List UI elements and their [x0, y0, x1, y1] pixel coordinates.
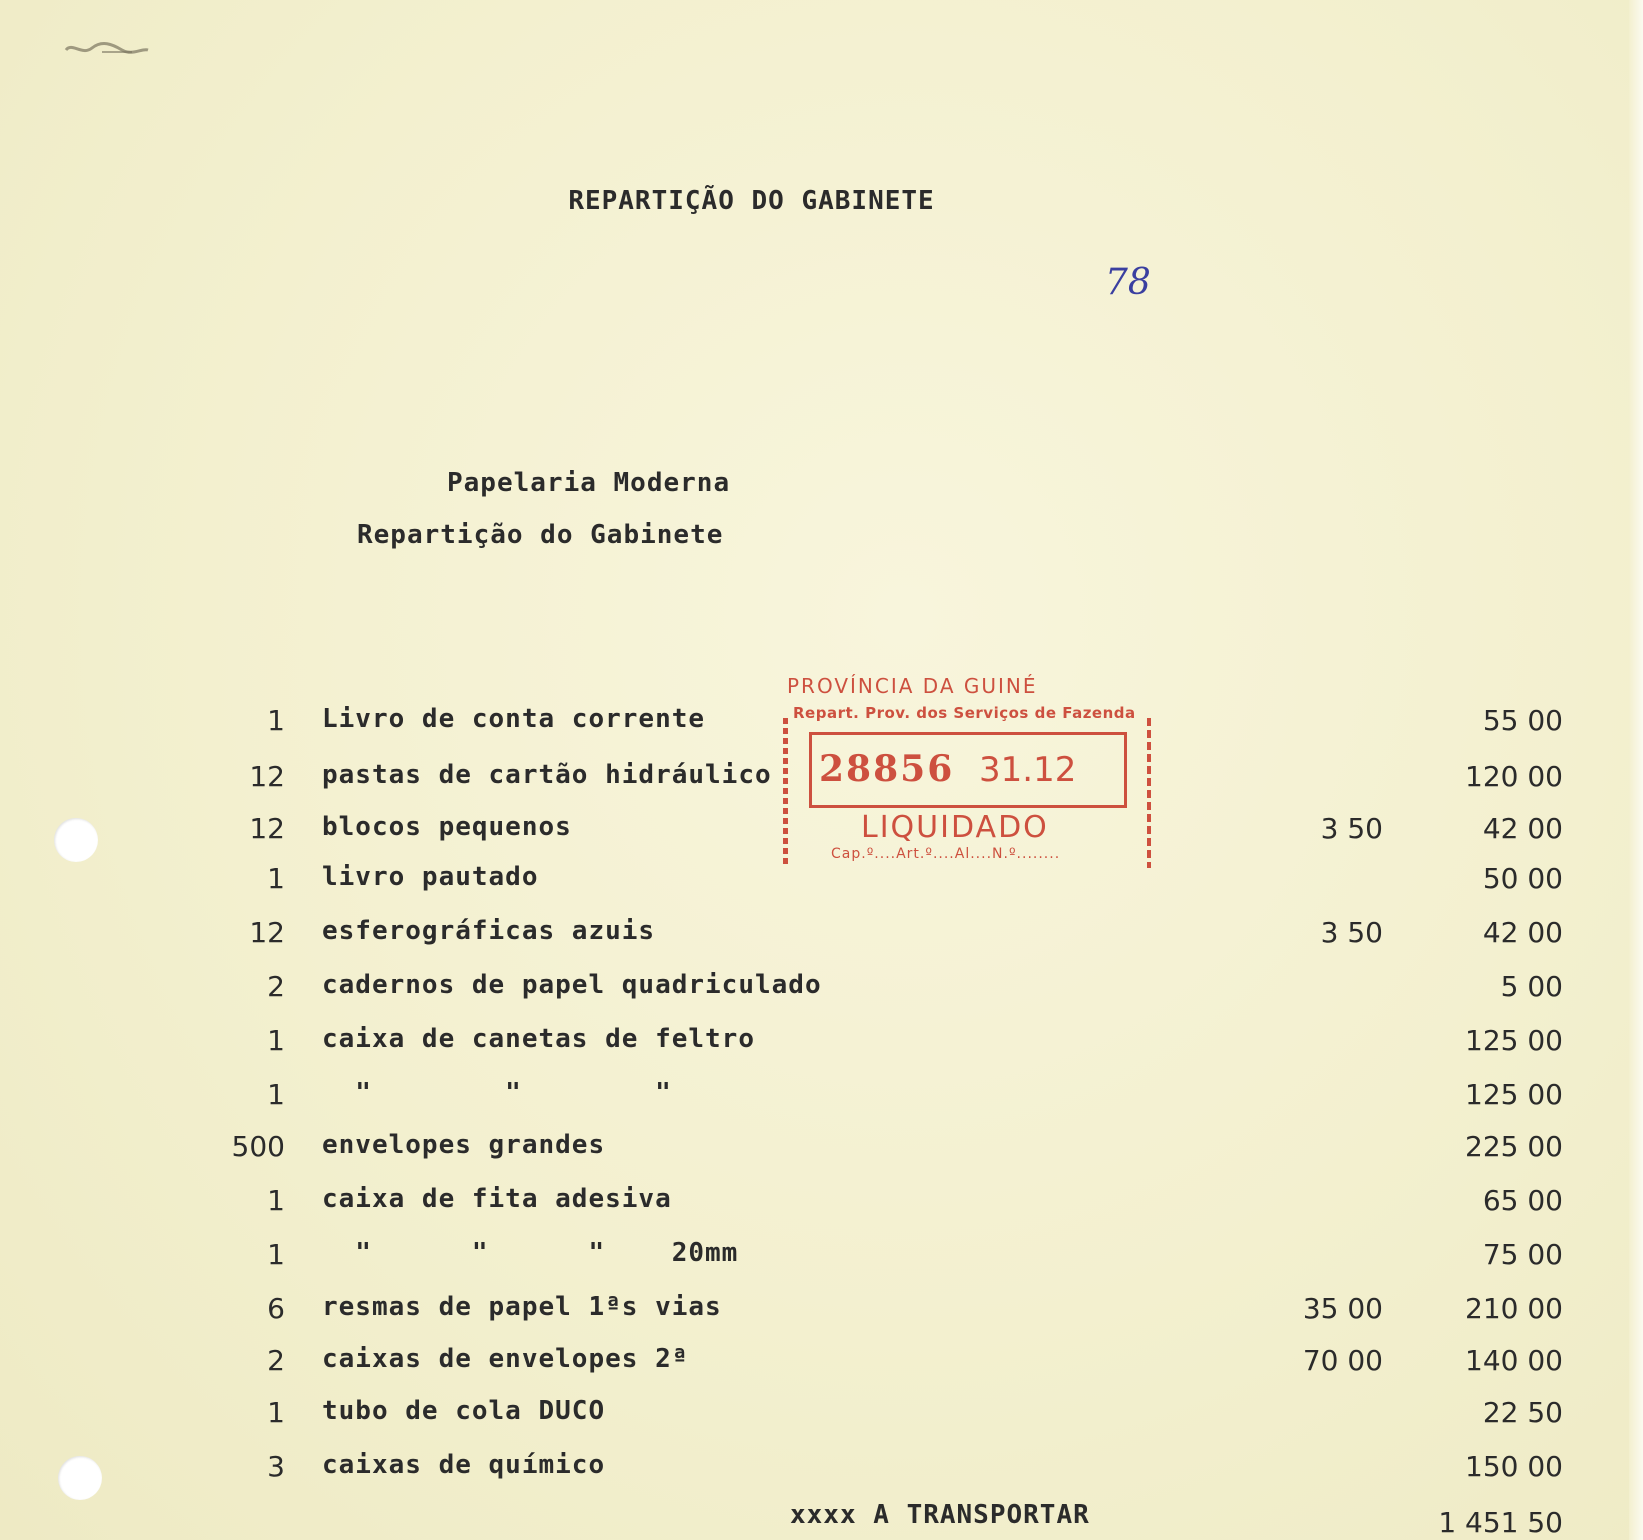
item-description: cadernos de papel quadriculado — [322, 970, 822, 1000]
item-row — [0, 970, 1643, 1010]
item-description: resmas de papel 1ªs vias — [322, 1292, 722, 1322]
item-unit-price: 35 00 — [1302, 1292, 1383, 1325]
item-description: caixa de canetas de feltro — [322, 1024, 755, 1054]
transport-label: xxxx A TRANSPORTAR — [790, 1500, 1090, 1530]
addressee-line-2: Repartição do Gabinete — [357, 520, 724, 550]
item-amount: 55 00 — [1482, 704, 1563, 737]
item-description: " " " — [322, 1078, 672, 1108]
item-quantity: 3 — [267, 1450, 285, 1483]
item-amount: 50 00 — [1482, 862, 1563, 895]
stamp-footer: Cap.º....Art.º....Al....N.º........ — [831, 846, 1061, 862]
item-quantity: 12 — [249, 916, 285, 949]
item-quantity: 500 — [231, 1130, 285, 1163]
item-description: " " " 20mm — [322, 1238, 739, 1268]
item-row — [0, 1024, 1643, 1064]
item-description: pastas de cartão hidráulico — [322, 760, 772, 790]
handwritten-page-number: 78 — [1105, 262, 1151, 303]
item-quantity: 2 — [267, 970, 285, 1003]
stamp-border-right — [1147, 718, 1151, 868]
item-description: Livro de conta corrente — [322, 704, 706, 734]
item-quantity: 1 — [267, 1184, 285, 1217]
corner-smudge-mark — [62, 38, 152, 60]
item-unit-price: 3 50 — [1320, 812, 1383, 845]
item-amount: 42 00 — [1482, 812, 1563, 845]
item-row — [0, 916, 1643, 956]
item-unit-price: 3 50 — [1320, 916, 1383, 949]
item-amount: 42 00 — [1482, 916, 1563, 949]
item-amount: 5 00 — [1500, 970, 1563, 1003]
transport-total: 1 451 50 — [1438, 1506, 1563, 1539]
transport-row — [0, 1500, 1643, 1540]
item-quantity: 1 — [267, 1238, 285, 1271]
item-row — [0, 1238, 1643, 1278]
item-quantity: 1 — [267, 1396, 285, 1429]
item-description: caixa de fita adesiva — [322, 1184, 672, 1214]
item-row — [0, 1344, 1643, 1384]
stamp-number: 28856 — [819, 748, 955, 790]
item-quantity: 1 — [267, 862, 285, 895]
item-description: esferográficas azuis — [322, 916, 656, 946]
item-description: blocos pequenos — [322, 812, 572, 842]
stamp-department: Repart. Prov. dos Serviços de Fazenda — [793, 704, 1136, 722]
item-row — [0, 1292, 1643, 1332]
item-description: caixas de químico — [322, 1450, 606, 1480]
item-description: livro pautado — [322, 862, 539, 892]
stamp-status: LIQUIDADO — [861, 810, 1049, 845]
item-amount: 225 00 — [1465, 1130, 1563, 1163]
item-amount: 150 00 — [1465, 1450, 1563, 1483]
item-row — [0, 1184, 1643, 1224]
item-quantity: 6 — [267, 1292, 285, 1325]
item-amount: 75 00 — [1482, 1238, 1563, 1271]
addressee-line-1: Papelaria Moderna — [447, 468, 731, 498]
item-amount: 125 00 — [1465, 1078, 1563, 1111]
item-row — [0, 1396, 1643, 1436]
item-quantity: 1 — [267, 704, 285, 737]
item-amount: 22 50 — [1482, 1396, 1563, 1429]
item-quantity: 1 — [267, 1078, 285, 1111]
item-row — [0, 1078, 1643, 1118]
item-description: envelopes grandes — [322, 1130, 606, 1160]
liquidated-stamp — [783, 668, 1151, 870]
stamp-date: 31.12 — [979, 750, 1077, 790]
item-quantity: 2 — [267, 1344, 285, 1377]
item-amount: 120 00 — [1465, 760, 1563, 793]
item-row — [0, 1450, 1643, 1490]
item-description: tubo de cola DUCO — [322, 1396, 606, 1426]
item-quantity: 12 — [249, 812, 285, 845]
item-amount: 65 00 — [1482, 1184, 1563, 1217]
item-amount: 210 00 — [1465, 1292, 1563, 1325]
item-amount: 125 00 — [1465, 1024, 1563, 1057]
item-unit-price: 70 00 — [1302, 1344, 1383, 1377]
item-quantity: 1 — [267, 1024, 285, 1057]
item-row — [0, 1130, 1643, 1170]
item-amount: 140 00 — [1465, 1344, 1563, 1377]
stamp-border-left — [783, 718, 788, 868]
item-quantity: 12 — [249, 760, 285, 793]
stamp-province: PROVÍNCIA DA GUINÉ — [787, 674, 1038, 698]
item-description: caixas de envelopes 2ª — [322, 1344, 689, 1374]
document-heading: REPARTIÇÃO DO GABINETE — [568, 186, 935, 216]
